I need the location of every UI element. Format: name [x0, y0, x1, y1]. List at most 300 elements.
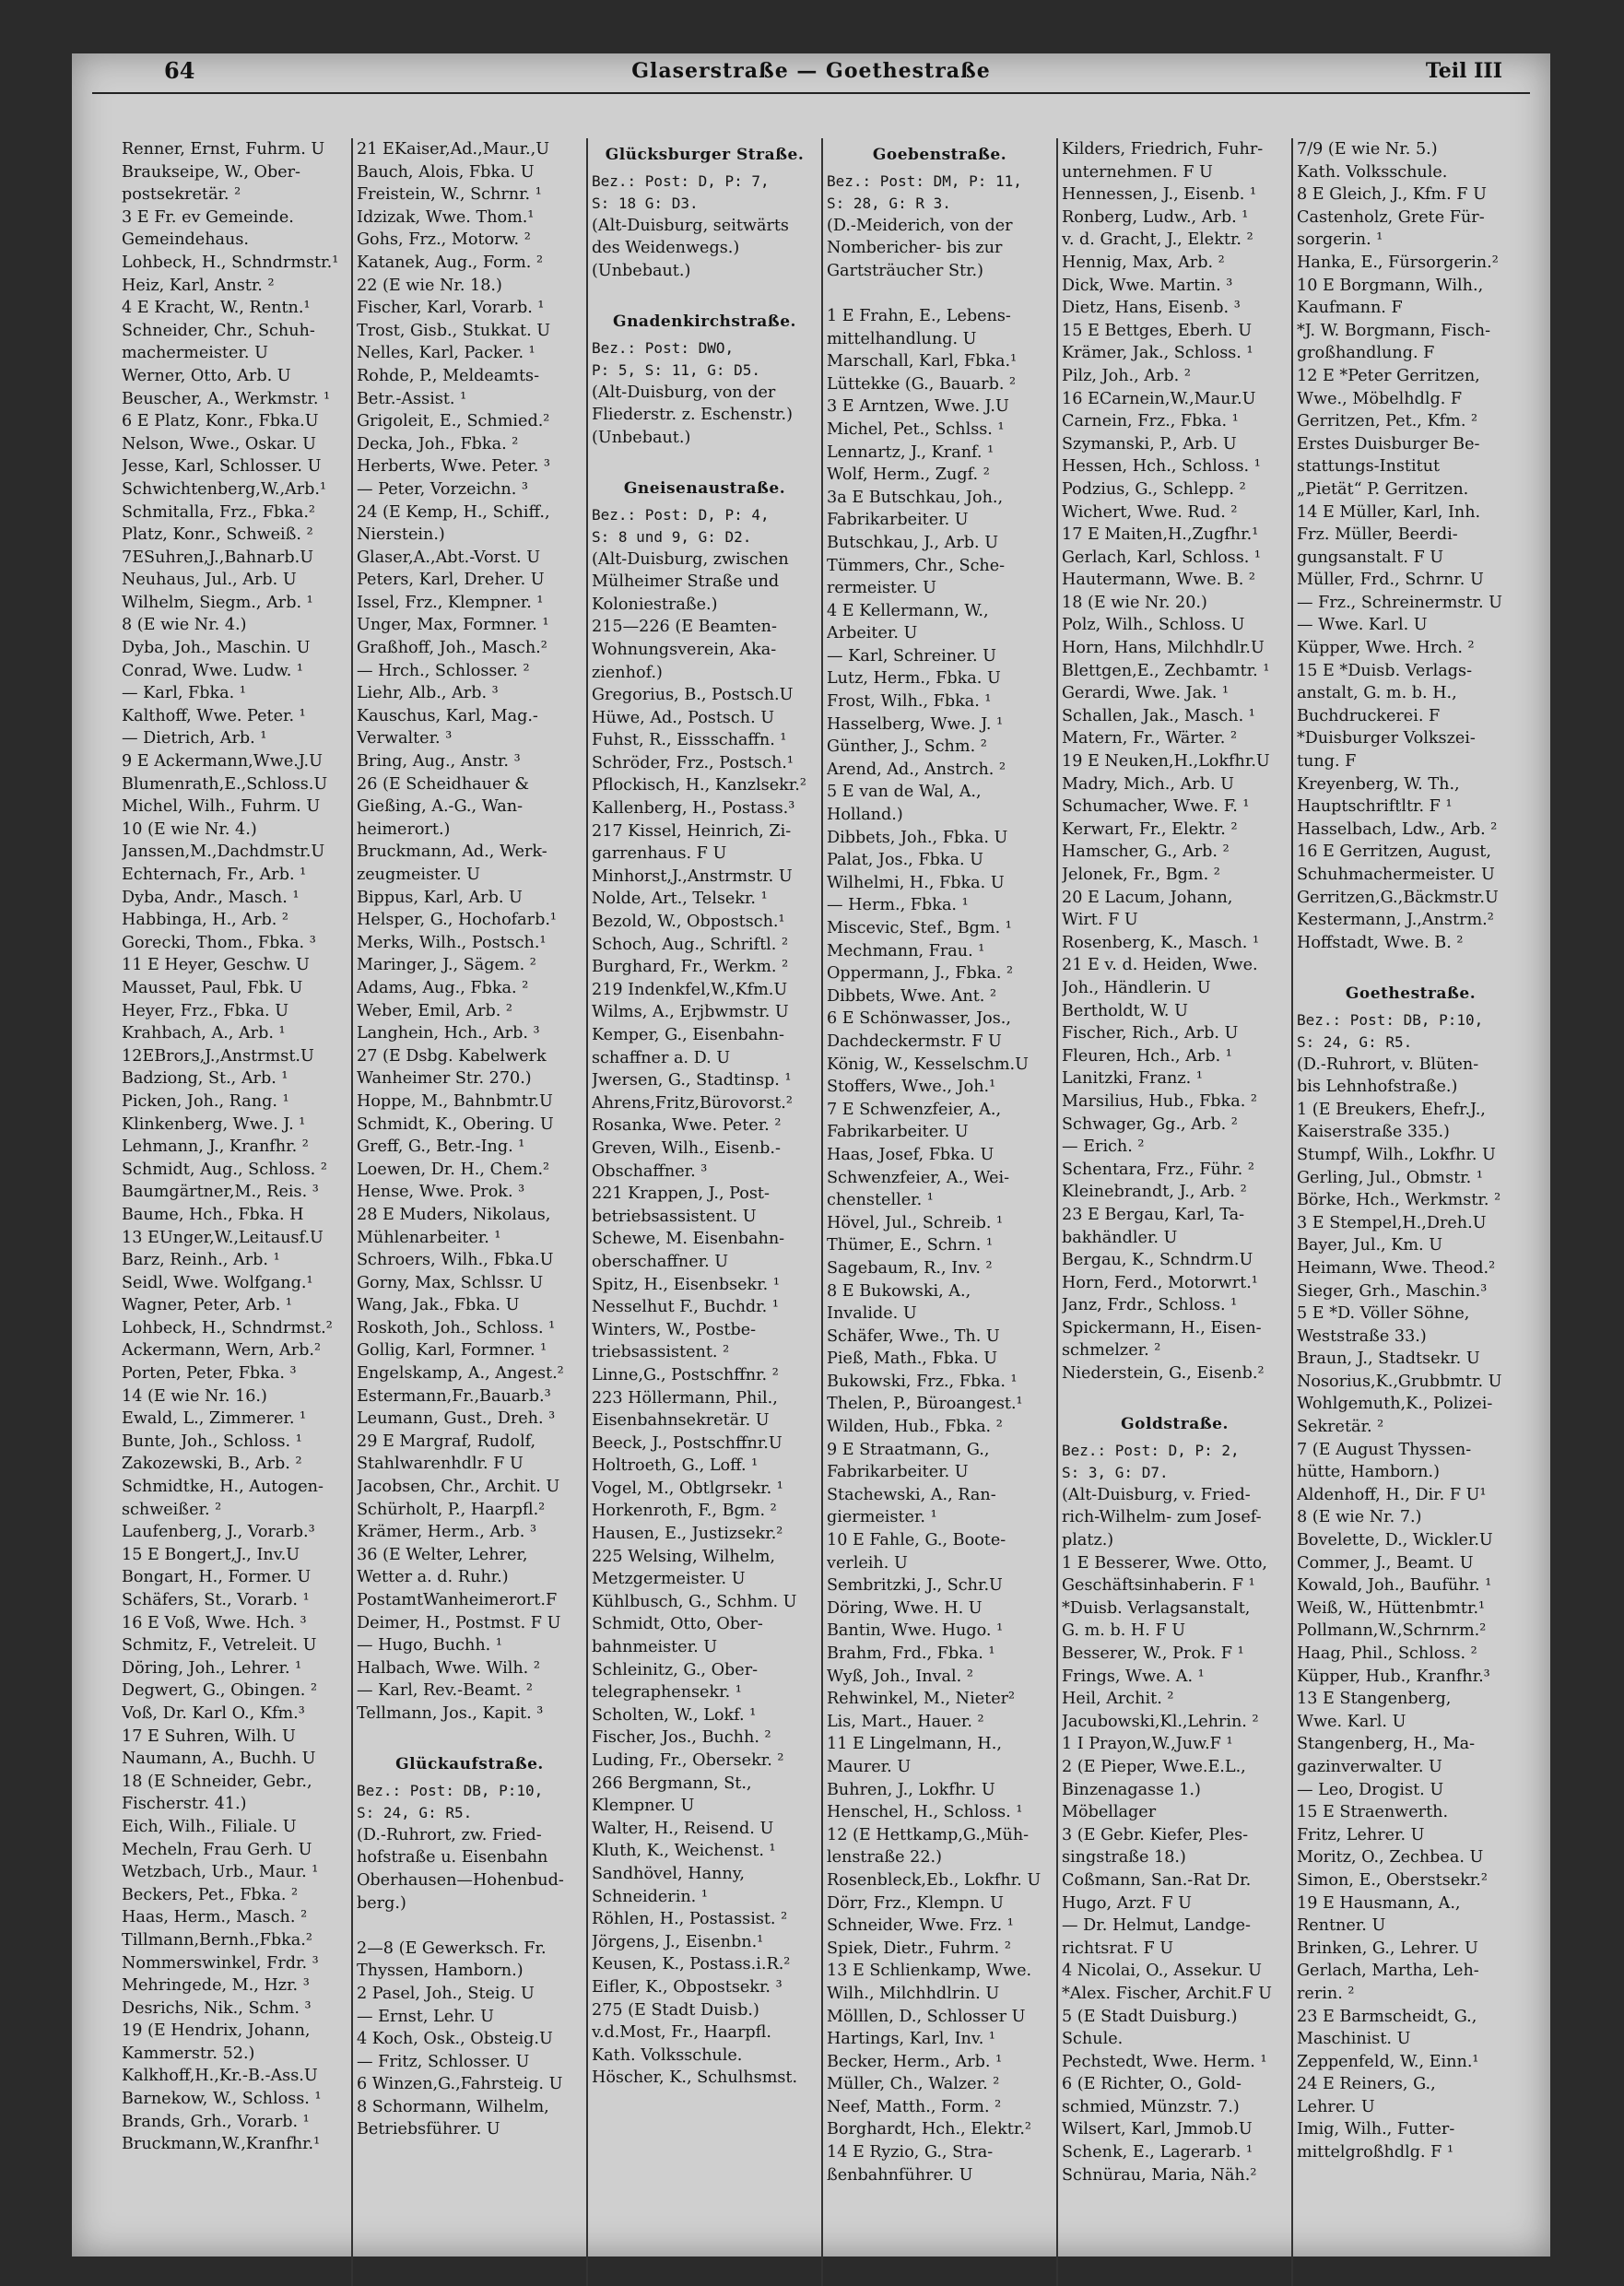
- directory-entry: giermeister. ¹: [827, 1508, 937, 1527]
- directory-entry: 8 E Bukowski, A.,: [827, 1281, 971, 1301]
- directory-entry: Mülheimer Straße und: [592, 572, 780, 592]
- directory-entry: Holtroeth, G., Loff. ¹: [592, 1456, 759, 1476]
- directory-entry: Fischer, Jos., Buchh. ²: [592, 1728, 771, 1748]
- directory-entry: Glaser,A.,Abt.-Vorst. U: [357, 548, 541, 567]
- page-header: [92, 52, 1530, 94]
- directory-entry: (Unbebaut.): [592, 261, 691, 280]
- directory-entry: Peters, Karl, Dreher. U: [357, 571, 545, 590]
- directory-entry: Krahbach, A., Arb. ¹: [122, 1024, 286, 1043]
- directory-entry: Schürholt, P., Haarpfl.²: [357, 1500, 546, 1519]
- directory-entry: Haas, Herm., Masch. ²: [122, 1908, 308, 1927]
- directory-entry: Bauch, Alois, Fbka. U: [357, 162, 535, 182]
- directory-entry: Mausset, Paul, Fbk. U: [122, 978, 303, 997]
- directory-entry: hofstraße u. Eisenbahn: [357, 1848, 548, 1868]
- directory-entry: Beckers, Pet., Fbka. ²: [122, 1885, 299, 1904]
- directory-entry: Wwe. Karl. U: [1297, 1712, 1406, 1731]
- directory-entry: Stangenberg, H., Ma-: [1297, 1735, 1476, 1754]
- directory-entry: Börke, Hch., Werkmstr. ²: [1297, 1191, 1501, 1210]
- directory-entry: Mehringede, M., Hzr. ³: [122, 1976, 310, 1996]
- directory-entry: Podzius, G., Schlepp. ²: [1062, 479, 1246, 499]
- directory-entry: Nierstein.): [357, 525, 445, 545]
- directory-entry: chensteller. ¹: [827, 1191, 934, 1210]
- directory-entry: 15 E Straenwerth.: [1297, 1803, 1449, 1822]
- directory-entry: Kammerstr. 52.): [122, 2044, 255, 2063]
- directory-entry: 7 (E August Thyssen-: [1297, 1440, 1472, 1459]
- directory-entry: Dyba, Andr., Masch. ¹: [122, 888, 300, 907]
- directory-entry: Koloniestraße.): [592, 595, 718, 614]
- directory-entry: Haas, Josef, Fbka. U: [827, 1145, 994, 1164]
- directory-entry: Merks, Wilh., Postsch.¹: [357, 933, 547, 952]
- directory-entry: Gerlach, Martha, Leh-: [1297, 1962, 1479, 1981]
- directory-entry: 16 E Voß, Wwe. Hch. ³: [122, 1613, 307, 1632]
- directory-entry: Weiß, W., Hüttenbmtr.¹: [1297, 1598, 1486, 1618]
- directory-entry: Weststraße 33.): [1297, 1326, 1427, 1346]
- directory-entry: Lanitzki, Franz. ¹: [1062, 1069, 1203, 1089]
- directory-entry: Verwalter. ³: [357, 729, 453, 748]
- directory-entry: schmied, Münzstr. 7.): [1062, 2097, 1240, 2116]
- directory-entry: Metzgermeister. U: [592, 1570, 746, 1589]
- directory-entry: Palat, Jos., Fbka. U: [827, 851, 983, 870]
- directory-entry: Rehwinkel, M., Nieter²: [827, 1690, 1016, 1709]
- directory-entry: 22 (E wie Nr. 18.): [357, 276, 502, 295]
- directory-entry: 3 E Arntzen, Wwe. J.U: [827, 397, 1009, 417]
- directory-entry: richtsrat. F U: [1062, 1938, 1174, 1958]
- directory-entry: Wetzbach, Urb., Maur. ¹: [122, 1863, 319, 1882]
- directory-entry: Bertholdt, W. U: [1062, 1001, 1188, 1020]
- district-info: S: 18 G: D3.: [592, 194, 699, 212]
- directory-entry: Heil, Archit. ²: [1062, 1690, 1174, 1709]
- directory-entry: (D.-Ruhrort, v. Blüten-: [1297, 1055, 1479, 1074]
- directory-entry: 221 Krappen, J., Post-: [592, 1184, 770, 1204]
- district-info: Bez.: Post: DB, P:10,: [1297, 1010, 1484, 1029]
- directory-entry: Schäfers, St., Vorarb. ¹: [122, 1591, 310, 1609]
- directory-entry: Wilhelmi, H., Fbka. U: [827, 873, 1005, 892]
- directory-entry: Jelonek, Fr., Bgm. ²: [1062, 866, 1220, 884]
- directory-entry: Nosorius,K.,Grubbmtr. U: [1297, 1372, 1502, 1391]
- directory-entry: Schenk, E., Lagerarb. ¹: [1062, 2143, 1253, 2162]
- directory-entry: heimerort.): [357, 819, 451, 839]
- directory-entry: bahnmeister. U: [592, 1638, 718, 1657]
- directory-entry: Kestermann, J.,Anstrm.²: [1297, 911, 1494, 930]
- directory-entry: Helsper, G., Hochofarb.¹: [357, 911, 557, 930]
- street-heading: Glückaufstraße.: [395, 1755, 544, 1774]
- directory-entry: Schleinitz, G., Ober-: [592, 1660, 759, 1679]
- directory-entry: bis Lehnhofstraße.): [1297, 1078, 1458, 1097]
- directory-entry: Ahrens,Fritz,Bürovorst.²: [592, 1093, 793, 1113]
- directory-entry: Rohde, P., Meldeamts-: [357, 366, 540, 385]
- directory-entry: Bruckmann, Ad., Werk-: [357, 843, 547, 862]
- directory-entry: Wilhelm, Siegm., Arb. ¹: [122, 593, 313, 612]
- directory-entry: *Alex. Fischer, Archit.F U: [1062, 1984, 1272, 2003]
- directory-entry: 17 E Maiten,H.,Zugfhr.¹: [1062, 525, 1259, 545]
- directory-entry: 21 EKaiser,Ad.,Maur.,U: [357, 140, 550, 159]
- directory-entry: 24 E Reiners, G.,: [1297, 2075, 1436, 2094]
- directory-entry: Pilz, Joh., Arb. ²: [1062, 366, 1191, 385]
- directory-entry: Lis, Mart., Hauer. ²: [827, 1712, 984, 1731]
- directory-entry: Dörr, Frz., Klempn. U: [827, 1893, 1004, 1913]
- directory-entry: 4 Koch, Osk., Obsteig.U: [357, 2030, 553, 2049]
- directory-entry: 11 E Lingelmann, H.,: [827, 1735, 1002, 1754]
- directory-entry: Sekretär. ²: [1297, 1418, 1384, 1437]
- directory-entry: Pieß, Math., Fbka. U: [827, 1349, 998, 1369]
- directory-entry: Bippus, Karl, Arb. U: [357, 888, 523, 907]
- directory-entry: Pollmann,W.,Schrnrm.²: [1297, 1621, 1487, 1641]
- directory-entry: 36 (E Welter, Lehrer,: [357, 1545, 528, 1564]
- directory-entry: Marsilius, Hub., Fbka. ²: [1062, 1091, 1257, 1111]
- directory-entry: Dick, Wwe. Martin. ³: [1062, 276, 1233, 295]
- directory-entry: Nommerswinkel, Frdr. ³: [122, 1953, 319, 1973]
- directory-entry: Fliederstr. z. Eschenstr.): [592, 406, 794, 425]
- directory-entry: Blettgen,E., Zechbamtr. ¹: [1062, 661, 1270, 680]
- directory-entry: 12 (E Hettkamp,G.,Müh-: [827, 1825, 1030, 1844]
- directory-entry: Kauschus, Karl, Mag.-: [357, 706, 538, 725]
- directory-entry: garrenhaus. F U: [592, 844, 727, 864]
- directory-entry: tung. F: [1297, 752, 1357, 772]
- directory-entry: Buchdruckerei. F: [1297, 706, 1441, 725]
- directory-entry: 12EBrors,J.,Anstrmst.U: [122, 1046, 314, 1066]
- directory-entry: Nolde, Art., Telsekr. ¹: [592, 890, 768, 909]
- directory-entry: Hoppe, M., Bahnbmtr.U: [357, 1091, 553, 1111]
- directory-entry: Hartings, Karl, Inv. ¹: [827, 2030, 995, 2049]
- directory-entry: Henschel, H., Schloss. ¹: [827, 1803, 1023, 1822]
- directory-entry: 8 (E wie Nr. 7.): [1297, 1508, 1422, 1527]
- directory-entry: Ronberg, Ludw., Arb. ¹: [1062, 207, 1249, 227]
- directory-entry: Adams, Aug., Fbka. ²: [357, 978, 529, 997]
- directory-entry: Zakozewski, B., Arb. ²: [122, 1455, 302, 1474]
- directory-entry: Ewald, L., Zimmerer. ¹: [122, 1409, 307, 1429]
- directory-entry: (Alt-Duisburg, seitwärts: [592, 216, 789, 235]
- directory-entry: Kühlbusch, G., Schhm. U: [592, 1592, 797, 1611]
- directory-entry: Kalkhoff,H.,Kr.-B.-Ass.U: [122, 2067, 318, 2086]
- directory-entry: Dibbets, Joh., Fbka. U: [827, 828, 1008, 847]
- directory-entry: 8 (E wie Nr. 4.): [122, 616, 247, 635]
- directory-entry: postsekretär. ²: [122, 185, 241, 205]
- directory-entry: Maurer. U: [827, 1757, 912, 1776]
- district-info: P: 5, S: 11, G: D5.: [592, 360, 761, 379]
- directory-entry: 14 (E wie Nr. 16.): [122, 1386, 267, 1406]
- directory-entry: Hennessen, J., Eisenb. ¹: [1062, 185, 1257, 205]
- directory-entry: Thelen, P., Büroangest.¹: [827, 1395, 1023, 1414]
- directory-entry: Maringer, J., Sägem. ²: [357, 956, 536, 975]
- directory-entry: Madry, Mich., Arb. U: [1062, 774, 1234, 794]
- directory-entry: Walter, H., Reisend. U: [592, 1819, 774, 1838]
- directory-entry: Burghard, Fr., Werkm. ²: [592, 958, 789, 977]
- directory-columns: [118, 138, 1528, 2286]
- directory-entry: Herberts, Wwe. Peter. ³: [357, 457, 550, 477]
- directory-entry: 13 E Stangenberg,: [1297, 1690, 1452, 1709]
- directory-entry: Günther, J., Schm. ²: [827, 737, 987, 757]
- directory-entry: Lohbeck, H., Schndrmstr.¹: [122, 253, 339, 272]
- directory-entry: Wilden, Hub., Fbka. ²: [827, 1418, 1003, 1437]
- directory-entry: Greven, Wilh., Eisenb.-: [592, 1138, 781, 1158]
- directory-entry: machermeister. U: [122, 344, 268, 363]
- directory-entry: Borghardt, Hch., Elektr.²: [827, 2120, 1031, 2139]
- directory-entry: Matern, Fr., Wärter. ²: [1062, 729, 1238, 748]
- directory-entry: Schmitalla, Frz., Fbka.²: [122, 502, 315, 522]
- directory-entry: Werner, Otto, Arb. U: [122, 366, 291, 385]
- directory-entry: 19 E Neuken,H.,Lokfhr.U: [1062, 752, 1270, 772]
- directory-entry: Oberhausen—Hohenbud-: [357, 1870, 564, 1890]
- directory-entry: Fischer, Rich., Arb. U: [1062, 1024, 1239, 1043]
- directory-entry: Bongart, H., Former. U: [122, 1568, 312, 1587]
- directory-entry: 14 E Müller, Karl, Inh.: [1297, 502, 1481, 522]
- directory-entry: mittelhandlung. U: [827, 329, 977, 348]
- directory-entry: Schneider, Chr., Schuh-: [122, 321, 315, 340]
- directory-entry: Küpper, Hub., Kranfhr.³: [1297, 1667, 1490, 1686]
- district-info: Bez.: Post: D, P: 2,: [1062, 1441, 1240, 1459]
- directory-entry: Ackermann, Wern, Arb.²: [122, 1341, 322, 1361]
- directory-entry: Jwersen, G., Stadtinsp. ¹: [592, 1071, 792, 1090]
- directory-entry: 28 E Muders, Nikolaus,: [357, 1205, 551, 1224]
- directory-entry: 14 E Ryzio, G., Stra-: [827, 2143, 994, 2162]
- directory-entry: Wohlgemuth,K., Polizei-: [1297, 1395, 1493, 1414]
- directory-entry: Sandhövel, Hanny,: [592, 1864, 745, 1883]
- directory-entry: — Peter, Vorzeichn. ³: [357, 479, 528, 499]
- directory-entry: Schmitz, F., Vetreleit. U: [122, 1636, 317, 1656]
- directory-entry: Castenholz, Grete Für-: [1297, 207, 1485, 227]
- directory-entry: Rosanka, Wwe. Peter. ²: [592, 1116, 782, 1136]
- directory-entry: Tellmann, Jos., Kapit. ³: [357, 1703, 544, 1723]
- directory-entry: schaffner a. D. U: [592, 1048, 731, 1067]
- directory-entry: Moritz, O., Zechbea. U: [1297, 1848, 1484, 1868]
- directory-entry: Schneider, Wwe. Frz. ¹: [827, 1916, 1014, 1936]
- directory-entry: mittelgroßhdlg. F ¹: [1297, 2143, 1454, 2162]
- directory-entry: Schneiderin. ¹: [592, 1887, 708, 1906]
- directory-entry: — Fritz, Schlosser. U: [357, 2052, 530, 2071]
- directory-entry: Wetter a. d. Ruhr.): [357, 1568, 509, 1587]
- directory-entry: Schmidt, Otto, Ober-: [592, 1615, 763, 1634]
- directory-entry: Wang, Jak., Fbka. U: [357, 1296, 520, 1315]
- directory-entry: Gollig, Karl, Formner. ¹: [357, 1341, 547, 1361]
- directory-entry: Kalthoff, Wwe. Peter. ¹: [122, 706, 306, 725]
- directory-entry: Simon, E., Oberstsekr.²: [1297, 1870, 1488, 1890]
- directory-entry: Bezold, W., Obpostsch.¹: [592, 913, 785, 932]
- directory-entry: Klempner. U: [592, 1797, 695, 1816]
- directory-entry: 6 E Schönwasser, Jos.,: [827, 1009, 1011, 1029]
- directory-entry: Fleuren, Hch., Arb. ¹: [1062, 1046, 1232, 1066]
- directory-entry: Hüwe, Ad., Postsch. U: [592, 708, 775, 727]
- directory-entry: v. d. Gracht, J., Elektr. ²: [1062, 230, 1253, 250]
- directory-entry: Weber, Emil, Arb. ²: [357, 1001, 512, 1020]
- directory-entry: Hausen, E., Justizsekr.²: [592, 1525, 783, 1544]
- directory-entry: Greff, G., Betr.-Ing. ¹: [357, 1137, 525, 1157]
- directory-entry: Döring, Wwe. H. U: [827, 1598, 983, 1618]
- directory-entry: Dibbets, Wwe. Ant. ²: [827, 986, 997, 1006]
- directory-entry: Aldenhoff, H., Dir. F U¹: [1297, 1485, 1487, 1504]
- street-heading: Goethestraße.: [1345, 984, 1477, 1003]
- directory-entry: Oppermann, J., Fbka. ²: [827, 964, 1014, 984]
- directory-entry: 2 Pasel, Joh., Steig. U: [357, 1984, 535, 2003]
- directory-entry: — Dietrich, Arb. ¹: [122, 729, 267, 748]
- directory-entry: 3a E Butschkau, Joh.,: [827, 488, 1004, 507]
- directory-entry: Schumacher, Wwe. F. ¹: [1062, 797, 1250, 817]
- directory-entry: Hugo, Arzt. F U: [1062, 1893, 1192, 1913]
- directory-entry: Kath. Volksschule.: [592, 2045, 743, 2065]
- directory-entry: Hessen, Hch., Schloss. ¹: [1062, 457, 1261, 477]
- directory-entry: 1 E Frahn, E., Lebens-: [827, 306, 1011, 325]
- directory-entry: Wohnungsverein, Aka-: [592, 640, 777, 659]
- directory-entry: Trost, Gisb., Stukkat. U: [357, 321, 551, 340]
- directory-entry: Horn, Ferd., Motorwrt.¹: [1062, 1273, 1258, 1292]
- directory-entry: 7 E Schwenzfeier, A.,: [827, 1100, 1002, 1119]
- directory-entry: 6 E Platz, Konr., Fbka.U: [122, 412, 319, 431]
- directory-entry: Tümmers, Chr., Sche-: [827, 556, 1006, 575]
- directory-entry: Invalide. U: [827, 1304, 917, 1324]
- directory-entry: Gerling, Jul., Obmstr. ¹: [1297, 1168, 1483, 1187]
- directory-entry: Fabrikarbeiter. U: [827, 1463, 969, 1482]
- directory-entry: Heiz, Karl, Anstr. ²: [122, 276, 275, 295]
- directory-entry: (Alt-Duisburg, v. Fried-: [1062, 1485, 1251, 1504]
- directory-entry: lenstraße 22.): [827, 1848, 942, 1868]
- directory-entry: Issel, Frz., Klempner. ¹: [357, 593, 544, 612]
- directory-entry: Stahlwarenhdlr. F U: [357, 1455, 524, 1474]
- directory-entry: Arbeiter. U: [827, 624, 918, 643]
- directory-entry: Thyssen, Hamborn.): [357, 1962, 524, 1981]
- district-info: Bez.: Post: D, P: 4,: [592, 505, 770, 524]
- directory-entry: 225 Welsing, Wilhelm,: [592, 1547, 775, 1566]
- directory-entry: Polz, Wilh., Schloss. U: [1062, 616, 1245, 635]
- directory-entry: Imig, Wilh., Futter-: [1297, 2120, 1455, 2139]
- directory-entry: 13 E Schlienkamp, Wwe.: [827, 1962, 1032, 1981]
- directory-entry: Gerritzen, Pet., Kfm. ²: [1297, 412, 1478, 431]
- directory-entry: Gorecki, Thom., Fbka. ³: [122, 933, 316, 952]
- directory-entry: Hautermann, Wwe. B. ²: [1062, 571, 1255, 590]
- directory-entry: Platz, Konr., Schweiß. ²: [122, 525, 313, 545]
- directory-entry: 18 (E Schneider, Gebr.,: [122, 1772, 312, 1791]
- directory-entry: Kaiserstraße 335.): [1297, 1123, 1450, 1142]
- directory-entry: Marschall, Karl, Fbka.¹: [827, 352, 1018, 371]
- directory-entry: Halbach, Wwe. Wilh. ²: [357, 1658, 540, 1678]
- directory-entry: Bunte, Joh., Schloss. ¹: [122, 1432, 302, 1451]
- directory-entry: 5 E *D. Völler Söhne,: [1297, 1304, 1470, 1324]
- directory-entry: Horn, Hans, Milchhdlr.U: [1062, 639, 1265, 658]
- directory-entry: oberschaffner. U: [592, 1252, 729, 1271]
- directory-entry: Müller, Ch., Walzer. ²: [827, 2075, 1000, 2094]
- spacer: [827, 282, 1053, 305]
- spacer: [1297, 954, 1524, 977]
- directory-entry: 6 (E Richter, O., Gold-: [1062, 2075, 1242, 2094]
- directory-entry: Schnürau, Maria, Näh.²: [1062, 2165, 1257, 2185]
- directory-entry: Besserer, W., Prok. F ¹: [1062, 1644, 1244, 1663]
- directory-entry: Hennig, Max, Arb. ²: [1062, 253, 1225, 272]
- directory-entry: Kerwart, Fr., Elektr. ²: [1062, 819, 1238, 839]
- street-heading: Glücksburger Straße.: [605, 146, 805, 164]
- directory-entry: Braukseipe, W., Ober-: [122, 162, 300, 182]
- directory-entry: Krämer, Jak., Schloss. ¹: [1062, 344, 1253, 363]
- directory-entry: Degwert, G., Obingen. ²: [122, 1681, 318, 1701]
- directory-entry: Liehr, Alb., Arb. ³: [357, 684, 499, 703]
- directory-entry: 4 Nicolai, O., Assekur. U: [1062, 1962, 1263, 1981]
- directory-entry: Porten, Peter, Fbka. ³: [122, 1364, 297, 1384]
- directory-entry: sorgerin. ¹: [1297, 230, 1383, 250]
- directory-entry: Joh., Händlerin. U: [1062, 978, 1211, 997]
- directory-entry: Katanek, Aug., Form. ²: [357, 253, 544, 272]
- directory-entry: Hasselbach, Ldw., Arb. ²: [1297, 819, 1498, 839]
- directory-entry: schmelzer. ²: [1062, 1341, 1161, 1361]
- directory-entry: Gießing, A.-G., Wan-: [357, 797, 524, 817]
- directory-entry: Stachewski, A., Ran-: [827, 1485, 996, 1504]
- directory-entry: Niederstein, G., Eisenb.²: [1062, 1364, 1265, 1384]
- directory-entry: — Karl, Schreiner. U: [827, 646, 996, 666]
- district-info: Bez.: Post: D, P: 7,: [592, 171, 770, 190]
- directory-entry: Mühlenarbeiter. ¹: [357, 1228, 501, 1247]
- directory-entry: 16 E Gerritzen, August,: [1297, 843, 1491, 862]
- directory-entry: Commer, J., Beamt. U: [1297, 1553, 1474, 1573]
- directory-entry: Brahm, Frd., Fbka. ¹: [827, 1644, 995, 1663]
- directory-entry: Schröder, Frz., Postsch.¹: [592, 753, 794, 772]
- directory-entry: Freistein, W., Schrnr. ¹: [357, 185, 542, 205]
- directory-entry: Seidl, Wwe. Wolfgang.¹: [122, 1273, 313, 1292]
- directory-entry: Michel, Pet., Schlss. ¹: [827, 419, 1005, 439]
- part-label: Teil III: [1425, 59, 1502, 83]
- directory-entry: Langhein, Hch., Arb. ³: [357, 1024, 540, 1043]
- directory-entry: Gorny, Max, Schlssr. U: [357, 1273, 544, 1292]
- directory-entry: Nombericher- bis zur: [827, 239, 1003, 258]
- directory-entry: Wyß, Joh., Inval. ²: [827, 1667, 973, 1686]
- directory-entry: 3 (E Gebr. Kiefer, Ples-: [1062, 1825, 1249, 1844]
- directory-entry: 13 EUnger,W.,Leitausf.U: [122, 1228, 324, 1247]
- directory-entry: Spiek, Dietr., Fuhrm. ²: [827, 1938, 1011, 1958]
- directory-entry: — Frz., Schreinermstr. U: [1297, 593, 1502, 612]
- directory-entry: 3 E Stempel,H.,Dreh.U: [1297, 1213, 1487, 1232]
- directory-entry: Zeppenfeld, W., Einn.¹: [1297, 2052, 1479, 2071]
- directory-entry: 12 E *Peter Gerritzen,: [1297, 366, 1480, 385]
- directory-entry: Nelson, Wwe., Oskar. U: [122, 434, 316, 454]
- directory-entry: Bergau, K., Schndrm.U: [1062, 1251, 1253, 1270]
- directory-entry: Neef, Matth., Form. ²: [827, 2097, 1002, 2116]
- directory-entry: Lehmann, J., Kranfhr. ²: [122, 1137, 309, 1157]
- district-info: S: 8 und 9, G: D2.: [592, 527, 752, 546]
- directory-entry: — Ernst, Lehr. U: [357, 2007, 494, 2026]
- directory-entry: Deimer, H., Postmst. F U: [357, 1613, 561, 1632]
- directory-entry: Schroers, Wilh., Fbka.U: [357, 1251, 554, 1270]
- directory-entry: Mecheln, Frau Gerh. U: [122, 1840, 312, 1859]
- directory-entry: Picken, Joh., Rang. ¹: [122, 1091, 289, 1111]
- directory-entry: 7/9 (E wie Nr. 5.): [1297, 140, 1438, 159]
- directory-entry: Fritz, Lehrer. U: [1297, 1825, 1425, 1844]
- directory-entry: *J. W. Borgmann, Fisch-: [1297, 321, 1491, 340]
- directory-entry: Lehrer. U: [1297, 2097, 1375, 2116]
- directory-entry: schweißer. ²: [122, 1500, 222, 1519]
- directory-entry: König, W., Kesselschm.U: [827, 1055, 1029, 1074]
- directory-entry: 215—226 (E Beamten-: [592, 618, 777, 637]
- directory-entry: Geschäftsinhaberin. F ¹: [1062, 1576, 1255, 1596]
- directory-entry: Bring, Aug., Anstr. ³: [357, 752, 521, 772]
- column-3: [588, 138, 823, 2286]
- directory-entry: Conrad, Wwe. Ludw. ¹: [122, 661, 303, 680]
- directory-entry: — Karl, Rev.-Beamt. ²: [357, 1681, 533, 1701]
- directory-entry: Kreyenberg, W. Th.,: [1297, 774, 1460, 794]
- directory-entry: Kath. Volksschule.: [1297, 162, 1448, 182]
- directory-entry: Schule.: [1062, 2030, 1124, 2049]
- directory-entry: Janssen,M.,Dachdmstr.U: [122, 843, 325, 862]
- directory-entry: Luding, Fr., Obersekr. ²: [592, 1751, 784, 1770]
- directory-entry: Beeck, J., Postschffnr.U: [592, 1433, 783, 1453]
- directory-entry: Minhorst,J.,Anstrmstr. U: [592, 866, 793, 886]
- directory-entry: Vogel, M., Obtlgrsekr. ¹: [592, 1479, 783, 1498]
- directory-entry: 2 (E Pieper, Wwe.E.L.,: [1062, 1757, 1246, 1776]
- directory-entry: Kluth, K., Weichenst. ¹: [592, 1842, 776, 1861]
- directory-entry: Schallen, Jak., Masch. ¹: [1062, 706, 1255, 725]
- directory-entry: Brinken, G., Lehrer. U: [1297, 1938, 1478, 1958]
- directory-entry: Fischer, Karl, Vorarb. ¹: [357, 299, 545, 318]
- directory-entry: Brands, Grh., Vorarb. ¹: [122, 2112, 310, 2131]
- directory-entry: zienhof.): [592, 663, 663, 682]
- directory-entry: Schoch, Aug., Schriftl. ²: [592, 935, 788, 954]
- directory-entry: Loewen, Dr. H., Chem.²: [357, 1160, 550, 1179]
- directory-entry: 26 (E Scheidhauer &: [357, 774, 530, 794]
- directory-entry: Hasselberg, Wwe. J. ¹: [827, 714, 1004, 734]
